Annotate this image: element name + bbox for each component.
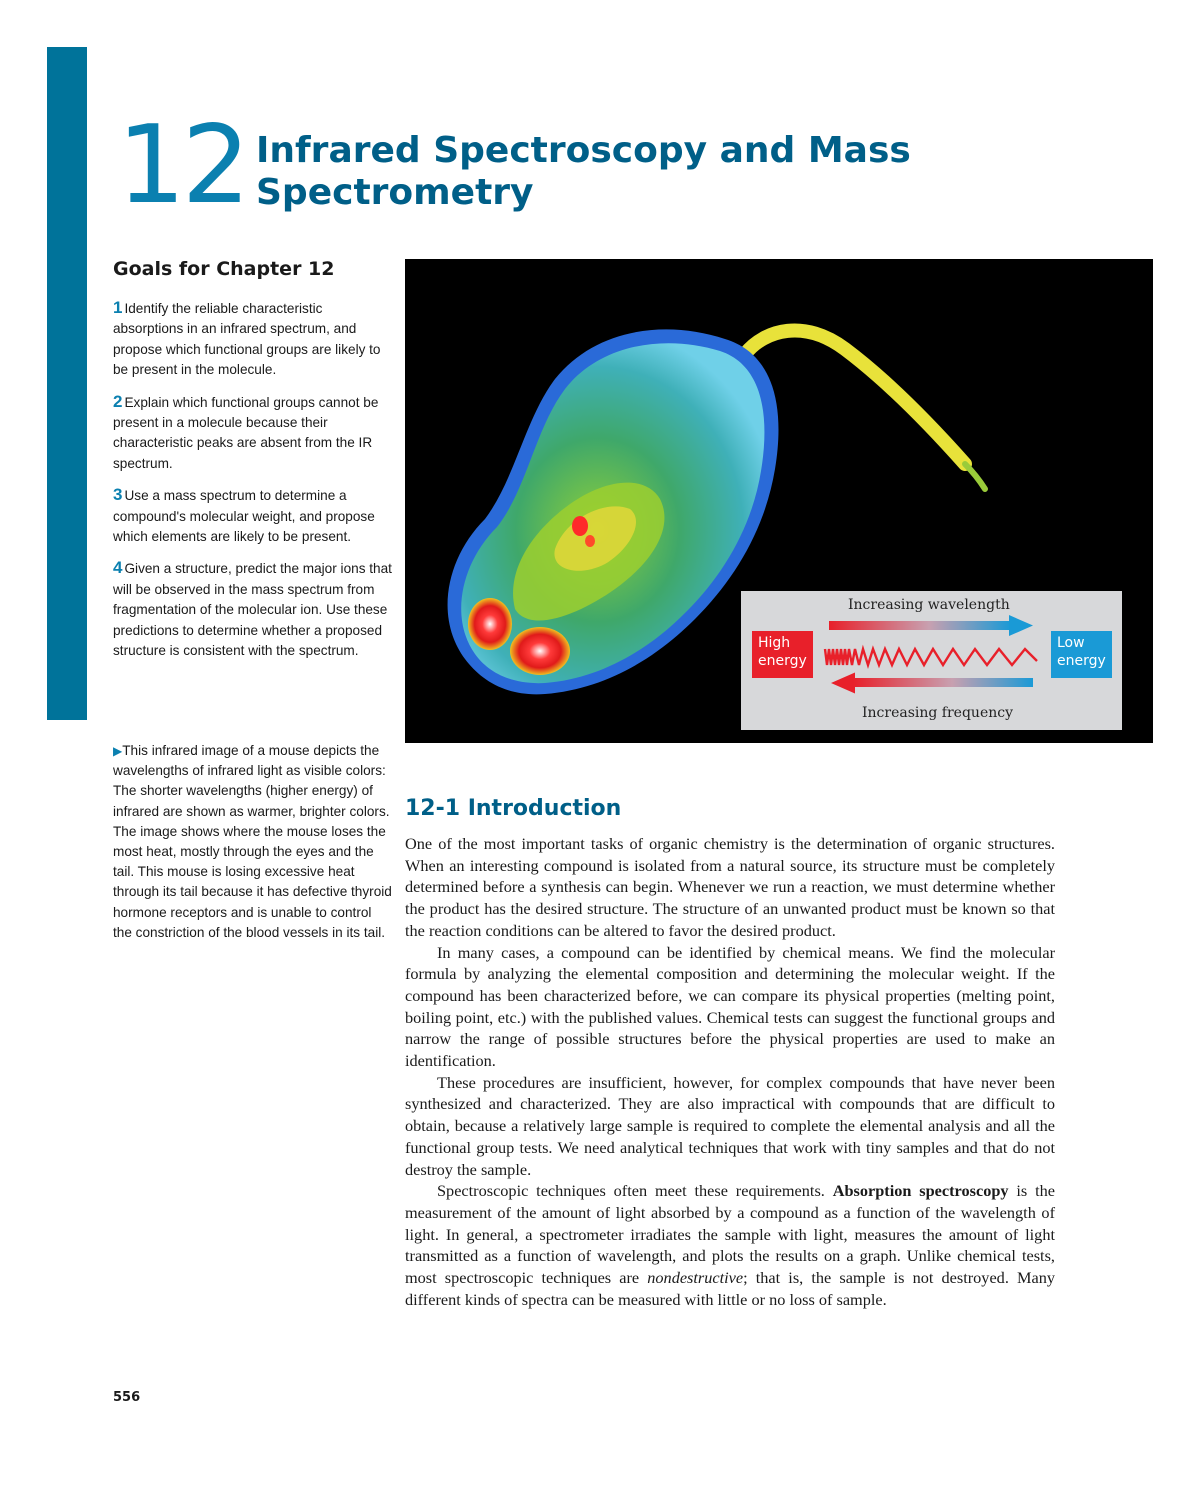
paragraph: In many cases, a compound can be identified by chemical means. We find the molecular formula by analyzing the elemental composition and determining the molecular weight. If the compound has been characterized before, we can compare its physical properties (melting point, boiling point, etc.) with the published values. Chemical tests can suggest the functional groups and narrow the range of possible structures before the physical properties are used to make an identification. bbox=[405, 942, 1055, 1071]
chapter-number: 12 bbox=[117, 103, 247, 228]
paragraph: One of the most important tasks of organic chemistry is the determination of organic structures. When an interesting compound is isolated from a natural source, its structure must be completely determined before a synthesis can begin. Whenever we run a reaction, we must determine whether the product has the desired structure. The structure of an unwanted product must be known so that the reaction conditions can be altered to favor the desired product. bbox=[405, 834, 1055, 940]
chapter-sidebar-bar bbox=[47, 47, 87, 720]
chapter-title: Infrared Spectroscopy and Mass Spectrometry bbox=[256, 130, 911, 213]
high-energy-label-line2: energy bbox=[758, 653, 807, 669]
paragraph bbox=[405, 1180, 1055, 1310]
caption-text: This infrared image of a mouse depicts the wavelengths of infrared light as visible colors: The shorter wavelengths (higher energy) of infrared are shown as warmer, brighter colors. The image shows where the mouse loses the most heat, mostly through the eyes and the tail. This mouse is losing excessive heat through its tail because it has defective thyroid hormone receptors and is unable to control the constriction of the blood vessels in its tail. bbox=[113, 743, 392, 940]
low-energy-label-line1: Low bbox=[1057, 635, 1085, 651]
goal-number: 2 bbox=[113, 391, 123, 411]
goal-text: Given a structure, predict the major ions that will be observed in the mass spectrum from fragmentation of the molecular ion. Use these predictions to determine whether a proposed structure is consistent with the spectrum. bbox=[113, 561, 392, 659]
section-title: 12-1 Introduction bbox=[405, 796, 622, 821]
mouse-tail-tip bbox=[965, 464, 985, 489]
goal-text: Use a mass spectrum to determine a compound's molecular weight, and propose which elements are likely to be present. bbox=[113, 488, 375, 545]
paragraph-text: ; that is, the sample is not destroyed. Many different kinds of spectra can be measured with little or no loss of sample. bbox=[405, 1268, 1055, 1309]
mouse-eye-left bbox=[468, 598, 512, 650]
goal-item bbox=[113, 298, 393, 381]
goal-text: Identify the reliable characteristic absorptions in an infrared spectrum, and propose which functional groups are likely to be present in the molecule. bbox=[113, 301, 381, 378]
increasing-frequency-arrow bbox=[831, 673, 1033, 694]
mouse-hot-spot bbox=[572, 516, 588, 536]
goal-number: 3 bbox=[113, 485, 123, 505]
increasing-wavelength-label: Increasing wavelength bbox=[848, 597, 1010, 613]
goal-number: 4 bbox=[113, 558, 123, 578]
caption-arrow-icon: ▶ bbox=[113, 744, 123, 758]
low-energy-box bbox=[1051, 631, 1112, 678]
mouse-tail bbox=[745, 330, 965, 464]
mouse-eye-right bbox=[510, 627, 570, 675]
increasing-frequency-label: Increasing frequency bbox=[862, 705, 1013, 721]
high-energy-label-line1: High bbox=[758, 635, 791, 651]
paragraph-text: Spectroscopic techniques often meet these requirements. bbox=[437, 1181, 833, 1201]
goal-number: 1 bbox=[113, 298, 123, 317]
figure-caption bbox=[113, 741, 393, 943]
goals-list bbox=[113, 298, 393, 673]
section-body bbox=[405, 833, 1055, 1310]
high-energy-box bbox=[752, 631, 813, 678]
goal-item bbox=[113, 392, 393, 475]
goal-item bbox=[113, 485, 393, 547]
goal-item bbox=[113, 558, 393, 661]
paragraph: These procedures are insufficient, however, for complex compounds that have never been synthesized and characterized. They are also impractical with compounds that are difficult to obtain, because a relatively large sample is required to complete the elemental analysis and all the functional group tests. We need analytical techniques that work with tiny samples and that do not destroy the sample. bbox=[405, 1072, 1055, 1179]
mouse-hot-spot bbox=[585, 535, 595, 547]
increasing-wavelength-arrow bbox=[829, 615, 1033, 636]
goals-heading: Goals for Chapter 12 bbox=[113, 258, 335, 280]
emphasis-term: nondestructive bbox=[647, 1268, 744, 1288]
page-number: 556 bbox=[113, 1390, 141, 1405]
low-energy-label-line2: energy bbox=[1057, 653, 1106, 669]
spectrum-energy-inset bbox=[741, 591, 1122, 730]
paragraph-text: is the measurement of the amount of light absorbed by a compound as a function of the wavelength of light. In general, a spectrometer irradiates the sample with light, measures the amount of light transmitted as a function of wavelength, and plots the results on a graph. Unlike chemical tests, most spectroscopic techniques are bbox=[405, 1181, 1055, 1288]
key-term: Absorption spectroscopy bbox=[832, 1181, 1009, 1201]
wave-squiggle bbox=[825, 649, 1037, 665]
goal-text: Explain which functional groups cannot be present in a molecule because their characteristic peaks are absent from the IR spectrum. bbox=[113, 394, 379, 471]
